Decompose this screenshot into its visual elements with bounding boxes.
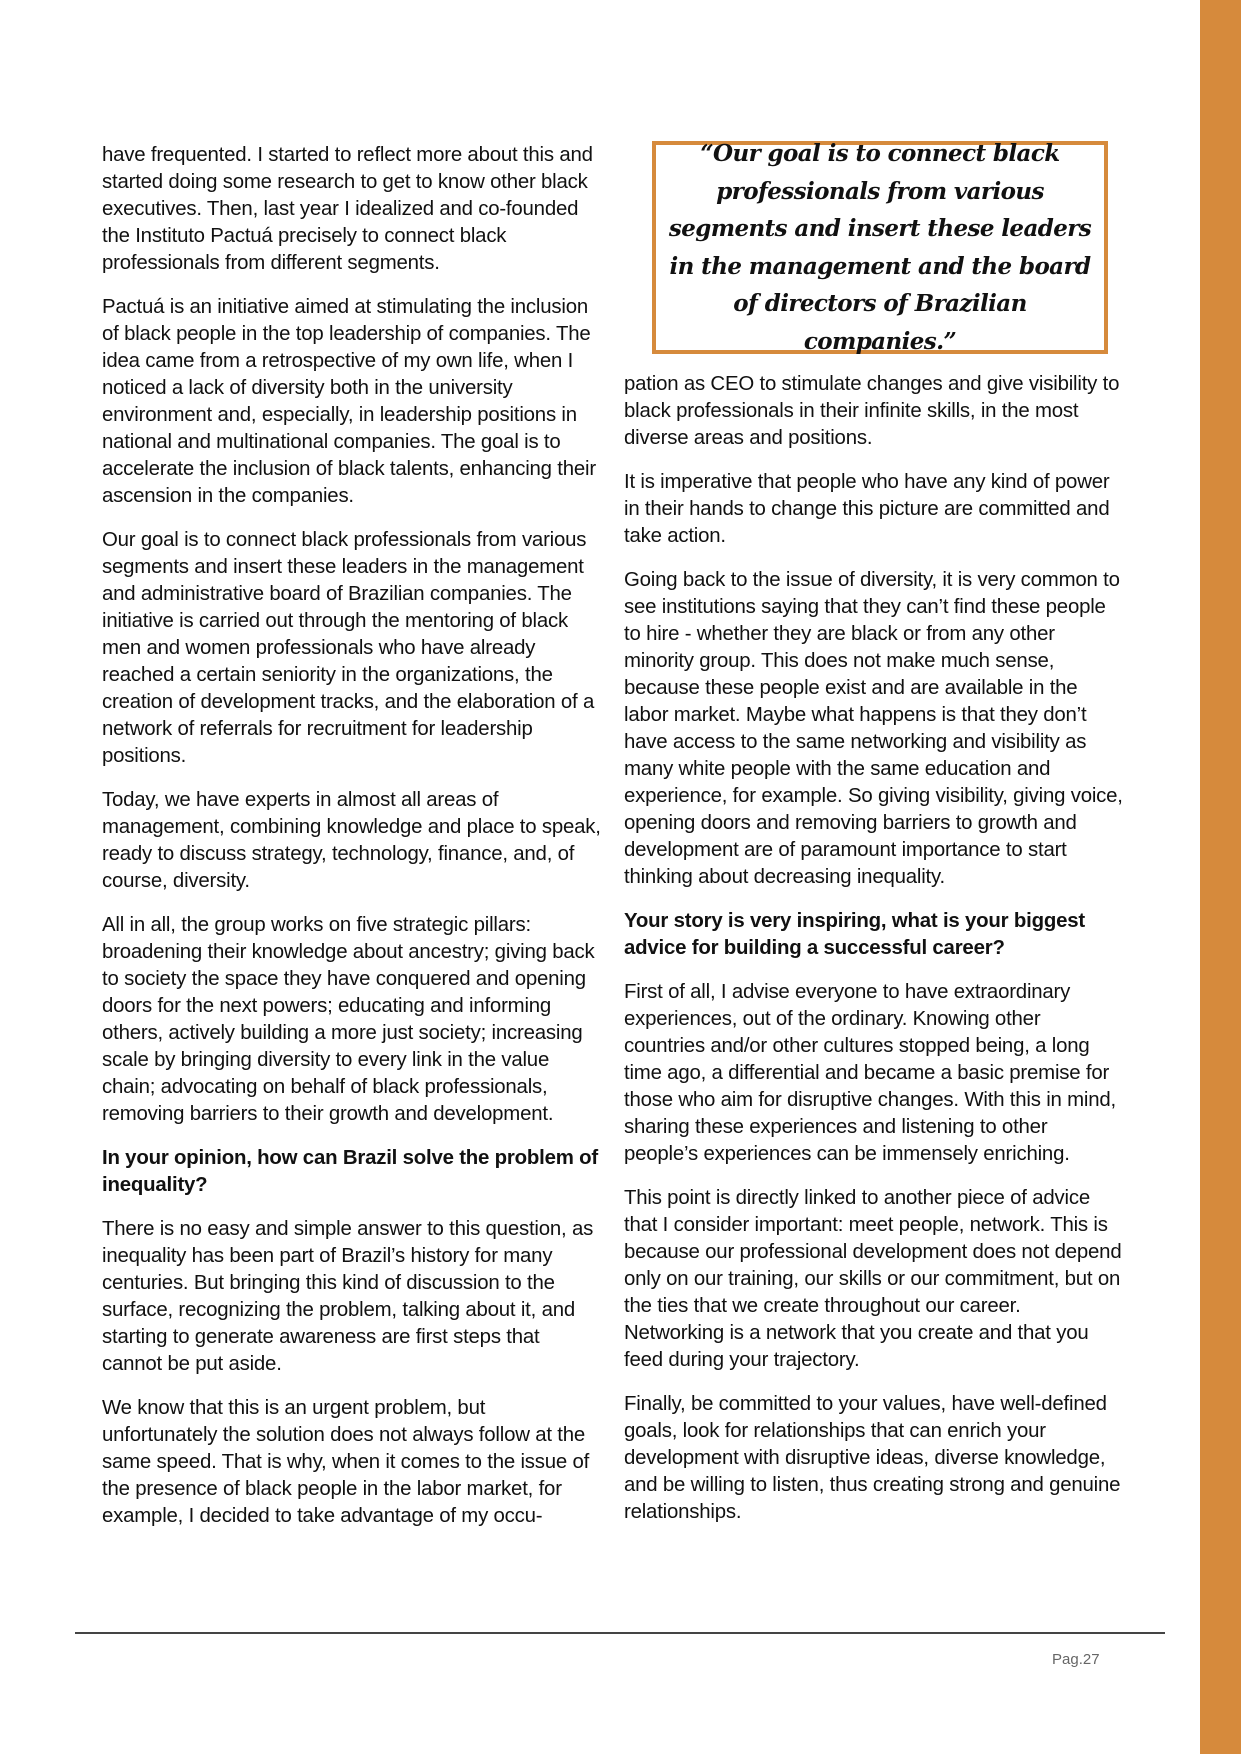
interview-question: Your story is very inspiring, what is your biggest advice for building a successful career? [624,910,1085,959]
paragraph: There is no easy and simple answer to this question, as inequality has been part of Brazil’s history for many centuries. But bringing this kind of discussion to the surface, recognizing the problem, talking about it, and starting to generate awareness are first steps that cannot be put aside. [102,1218,594,1375]
paragraph: All in all, the group works on five strategic pillars: broadening their knowledge about ancestry; giving back to society the space they have conquered and opening doors for the next powers; educating and informing others, actively building a more just society; increasing scale by bringing diversity to every link in the value chain; advocating on behalf of black professionals, removing barriers to their growth and development. [102,914,595,1125]
footer-divider [75,1632,1165,1634]
side-accent-stripe [1200,0,1241,1754]
paragraph: Today, we have experts in almost all areas of management, combining knowledge and place to speak, ready to discuss strategy, technology, finance, and, of course, diversity. [102,789,601,892]
paragraph: have frequented. I started to reflect more about this and started doing some research to get to know other black executives. Then, last year I idealized and co-founded the Instituto Pactuá precisely to connect black professionals from different segments. [102,144,593,274]
left-column [102,142,602,1547]
paragraph: It is imperative that people who have any kind of power in their hands to change this picture are committed and take action. [624,471,1110,547]
paragraph: Our goal is to connect black professionals from various segments and insert these leaders in the management and administrative board of Brazilian companies. The initiative is carried out through the mentoring of black men and women professionals who have already reached a certain seniority in the organizations, the creation of development tracks, and the elaboration of a network of referrals for recruitment for leadership positions. [102,529,595,767]
paragraph: We know that this is an urgent problem, but unfortunately the solution does not always follow at the same speed. That is why, when it comes to the issue of the presence of black people in the labor market, for example, I decided to take advantage of my occu- [102,1397,590,1527]
right-column [624,371,1124,1543]
paragraph: This point is directly linked to another piece of advice that I consider important: meet people, network. This is because our professional development does not depend only on our training, our skills or our commitment, but on the ties that we create throughout our career. Networking is a network that you create and that you feed during your trajectory. [624,1187,1122,1371]
paragraph: First of all, I advise everyone to have extraordinary experiences, out of the ordinary. Knowing other countries and/or other cultures stopped being, a long time ago, a differential and became a basic premise for those who aim for disruptive changes. With this in mind, sharing these experiences and listening to other people’s experiences can be immensely enriching. [624,981,1116,1165]
paragraph: Finally, be committed to your values, have well-defined goals, look for relationships that can enrich your development with disruptive ideas, diverse knowledge, and be willing to listen, thus creating strong and genuine relationships. [624,1393,1121,1523]
paragraph: Going back to the issue of diversity, it is very common to see institutions saying that they can’t find these people to hire - whether they are black or from any other minority group. This does not make much sense, because these people exist and are available in the labor market. Maybe what happens is that they don’t have access to the same networking and visibility as many white people with the same education and experience, for example. So giving visibility, giving voice, opening doors and removing barriers to growth and development are of paramount importance to start thinking about decreasing inequality. [624,569,1123,888]
pull-quote-text: “Our goal is to connect black professionals from various segments and insert these leaders in the management and the board of directors of Brazilian companies.” [668,140,1092,355]
paragraph: pation as CEO to stimulate changes and give visibility to black professionals in their infinite skills, in the most diverse areas and positions. [624,373,1120,449]
paragraph: Pactuá is an initiative aimed at stimulating the inclusion of black people in the top leadership of companies. The idea came from a retrospective of my own life, when I noticed a lack of diversity both in the university environment and, especially, in leadership positions in national and multinational companies. The goal is to accelerate the inclusion of black talents, enhancing their ascension in the companies. [102,296,596,507]
interview-question: In your opinion, how can Brazil solve the problem of inequality? [102,1147,599,1196]
page-number: Pag.27 [1052,1651,1100,1668]
pull-quote-box [652,141,1108,354]
